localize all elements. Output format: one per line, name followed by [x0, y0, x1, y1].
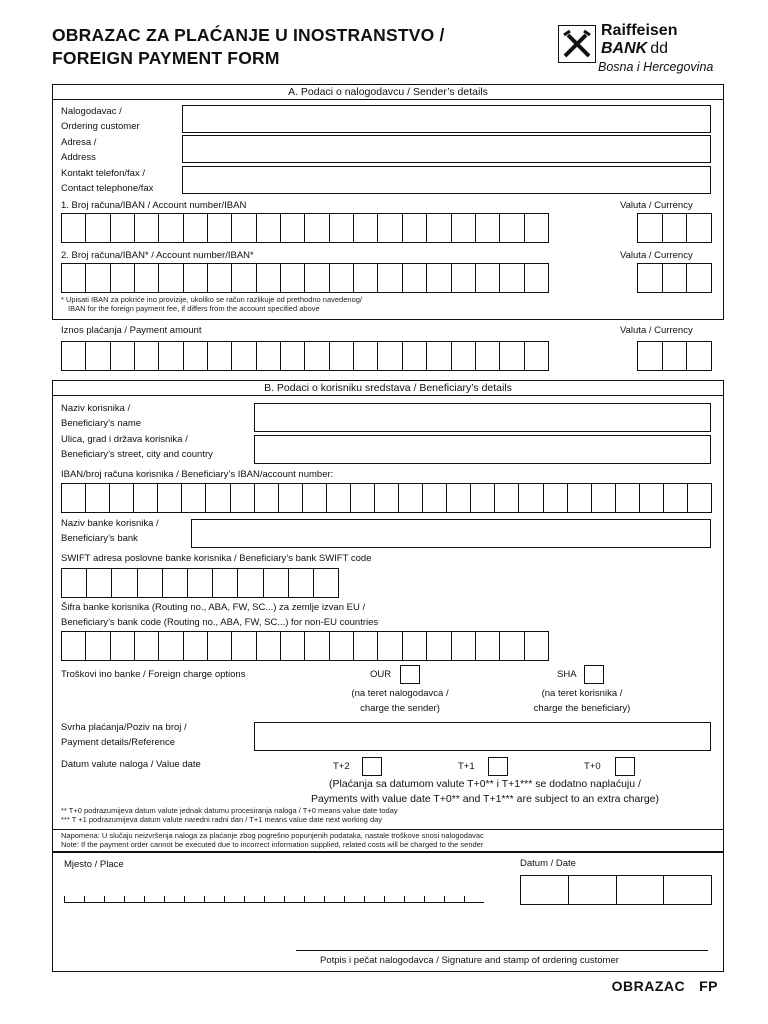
- form-title: [52, 24, 445, 70]
- our-description-l2: charge the sender): [360, 703, 440, 714]
- t0-label: T+0: [584, 761, 601, 772]
- swift-label: SWIFT adresa poslovne banke korisnika / Beneficiary’s bank SWIFT code: [61, 553, 372, 564]
- ordering-customer-label: [61, 104, 140, 134]
- currency2-cells[interactable]: [637, 263, 712, 293]
- value-date-footnote-l1: ** T+0 podrazumijeva datum valute jednak datumu procesiranja naloga / T+0 means value date today: [61, 806, 398, 815]
- logo-bank-word: BANK: [601, 40, 648, 57]
- address-label: [61, 135, 96, 165]
- t1-label: T+1: [458, 761, 475, 772]
- currency3-label: Valuta / Currency: [620, 325, 693, 336]
- contact-label: [61, 166, 153, 196]
- account2-label: 2. Broj računa/IBAN* / Account number/IBAN*: [61, 250, 254, 261]
- contact-label-l2: Contact telephone/fax: [61, 183, 154, 194]
- amount-cells[interactable]: [61, 341, 549, 371]
- beneficiary-street-field[interactable]: [254, 435, 711, 464]
- contact-label-l1: Kontakt telefon/fax /: [61, 168, 145, 179]
- place-line[interactable]: [64, 896, 484, 903]
- form-word: OBRAZAC: [611, 978, 686, 994]
- value-date-note: [280, 777, 690, 807]
- logo-dd: dd: [650, 40, 669, 57]
- beneficiary-street-label-l2: Beneficiary’s street, city and country: [61, 449, 213, 460]
- amount-label: Iznos plaćanja / Payment amount: [61, 325, 202, 336]
- note-divider: [52, 829, 724, 830]
- raiffeisen-logo-icon: [558, 25, 596, 63]
- account2-footnote-l1: * Upisati IBAN za pokriće ino provizije, ukoliko se račun razlikuje od prethodno navedenog/: [61, 295, 362, 304]
- date-cells[interactable]: [520, 875, 712, 905]
- ordering-customer-label-l2: Ordering customer: [61, 121, 140, 132]
- beneficiary-iban-cells[interactable]: [61, 483, 712, 513]
- payment-details-field[interactable]: [254, 722, 711, 751]
- t0-checkbox[interactable]: [615, 757, 635, 776]
- routing-cells[interactable]: [61, 631, 549, 661]
- sha-label: SHA: [557, 669, 577, 680]
- charges-label: Troškovi ino banke / Foreign charge options: [61, 669, 246, 680]
- bank-name-field[interactable]: [191, 519, 711, 548]
- routing-label-l1: Šifra banke korisnika (Routing no., ABA, FW, SC...) za zemlje izvan EU /: [61, 602, 366, 613]
- value-date-footnotes: [61, 806, 398, 824]
- date-label: Datum / Date: [520, 858, 576, 869]
- our-description-l1: (na teret nalogodavca /: [351, 688, 449, 699]
- sha-checkbox[interactable]: [584, 665, 604, 684]
- note: [61, 831, 484, 849]
- value-date-label: Datum valute naloga / Value date: [61, 759, 201, 770]
- form-title-line2: FOREIGN PAYMENT FORM: [52, 48, 280, 68]
- bank-name-label: [61, 516, 159, 546]
- beneficiary-iban-label: IBAN/broj računa korisnika / Beneficiary’s IBAN/account number:: [61, 469, 334, 480]
- account1-label: 1. Broj računa/IBAN / Account number/IBAN: [61, 200, 247, 211]
- sha-description-l1: (na teret korisnika /: [541, 688, 623, 699]
- signature-line[interactable]: [296, 950, 708, 951]
- currency2-label: Valuta / Currency: [620, 250, 693, 261]
- our-description: [320, 686, 480, 716]
- beneficiary-name-field[interactable]: [254, 403, 711, 432]
- currency3-cells[interactable]: [637, 341, 712, 371]
- our-label: OUR: [370, 669, 392, 680]
- value-date-footnote-l2: *** T +1 podrazumijeva datum valute naredni radni dan / T+1 means value date next working day: [61, 815, 383, 824]
- payment-details-label: [61, 720, 187, 750]
- beneficiary-street-label: [61, 432, 213, 462]
- t2-checkbox[interactable]: [362, 757, 382, 776]
- t2-label: T+2: [333, 761, 350, 772]
- ordering-customer-label-l1: Nalogodavac /: [61, 106, 122, 117]
- contact-field[interactable]: [182, 166, 711, 194]
- t1-checkbox[interactable]: [488, 757, 508, 776]
- payment-details-label-l2: Payment details/Reference: [61, 737, 176, 748]
- currency1-label: Valuta / Currency: [620, 200, 693, 211]
- value-date-note-l1: (Plaćanja sa datumom valute T+0** i T+1*** se dodatno naplaćuju /: [329, 778, 641, 790]
- account2-footnote: [61, 295, 362, 313]
- currency1-cells[interactable]: [637, 213, 712, 243]
- beneficiary-street-label-l1: Ulica, grad i država korisnika /: [61, 434, 188, 445]
- logo-name: Raiffeisen: [601, 22, 678, 39]
- routing-label-l2: Beneficiary’s bank code (Routing no., ABA, FW, SC...) for non-EU countries: [61, 617, 379, 628]
- ordering-customer-field[interactable]: [182, 105, 711, 133]
- logo-region: Bosna i Hercegovina: [598, 60, 714, 74]
- account1-iban-cells[interactable]: [61, 213, 549, 243]
- address-label-l2: Address: [61, 152, 96, 163]
- note-l1: Napomena: U slučaju neizvršenja naloga za plaćanje zbog pogrešno popunjenih podataka, nastale troškove snosi nalogodavac: [61, 831, 484, 840]
- address-label-l1: Adresa /: [61, 137, 97, 148]
- form-code-value: FP: [699, 978, 718, 994]
- sha-description: [512, 686, 652, 716]
- section-a-heading: A. Podaci o nalogodavcu / Sender’s details: [52, 84, 724, 100]
- our-checkbox[interactable]: [400, 665, 420, 684]
- beneficiary-name-label-l1: Naziv korisnika /: [61, 403, 131, 414]
- form-title-line1: OBRAZAC ZA PLAĆANJE U INOSTRANSTVO /: [52, 25, 445, 45]
- logo-bank: [601, 40, 668, 58]
- place-label: Mjesto / Place: [64, 859, 124, 870]
- signature-label: Potpis i pečat nalogodavca / Signature and stamp of ordering customer: [320, 955, 619, 966]
- note-l2: Note: If the payment order cannot be executed due to incorrect information supplied, related costs will be charged to the sender: [61, 840, 484, 849]
- payment-details-label-l1: Svrha plaćanja/Poziv na broj /: [61, 722, 187, 733]
- account2-footnote-l2: IBAN for the foreign payment fee, if differs from the account specified above: [68, 304, 320, 313]
- form-code: [612, 978, 718, 994]
- section-b-heading: B. Podaci o korisniku sredstava / Beneficiary’s details: [52, 380, 724, 396]
- bank-name-label-l2: Beneficiary’s bank: [61, 533, 138, 544]
- swift-cells[interactable]: [61, 568, 339, 598]
- sha-description-l2: charge the beneficiary): [533, 703, 631, 714]
- beneficiary-name-label-l2: Beneficiary’s name: [61, 418, 142, 429]
- address-field[interactable]: [182, 135, 711, 163]
- bank-name-label-l1: Naziv banke korisnika /: [61, 518, 159, 529]
- account2-iban-cells[interactable]: [61, 263, 549, 293]
- beneficiary-name-label: [61, 401, 141, 431]
- value-date-note-l2: Payments with value date T+0** and T+1*** are subject to an extra charge): [310, 793, 660, 805]
- routing-label: [61, 600, 378, 630]
